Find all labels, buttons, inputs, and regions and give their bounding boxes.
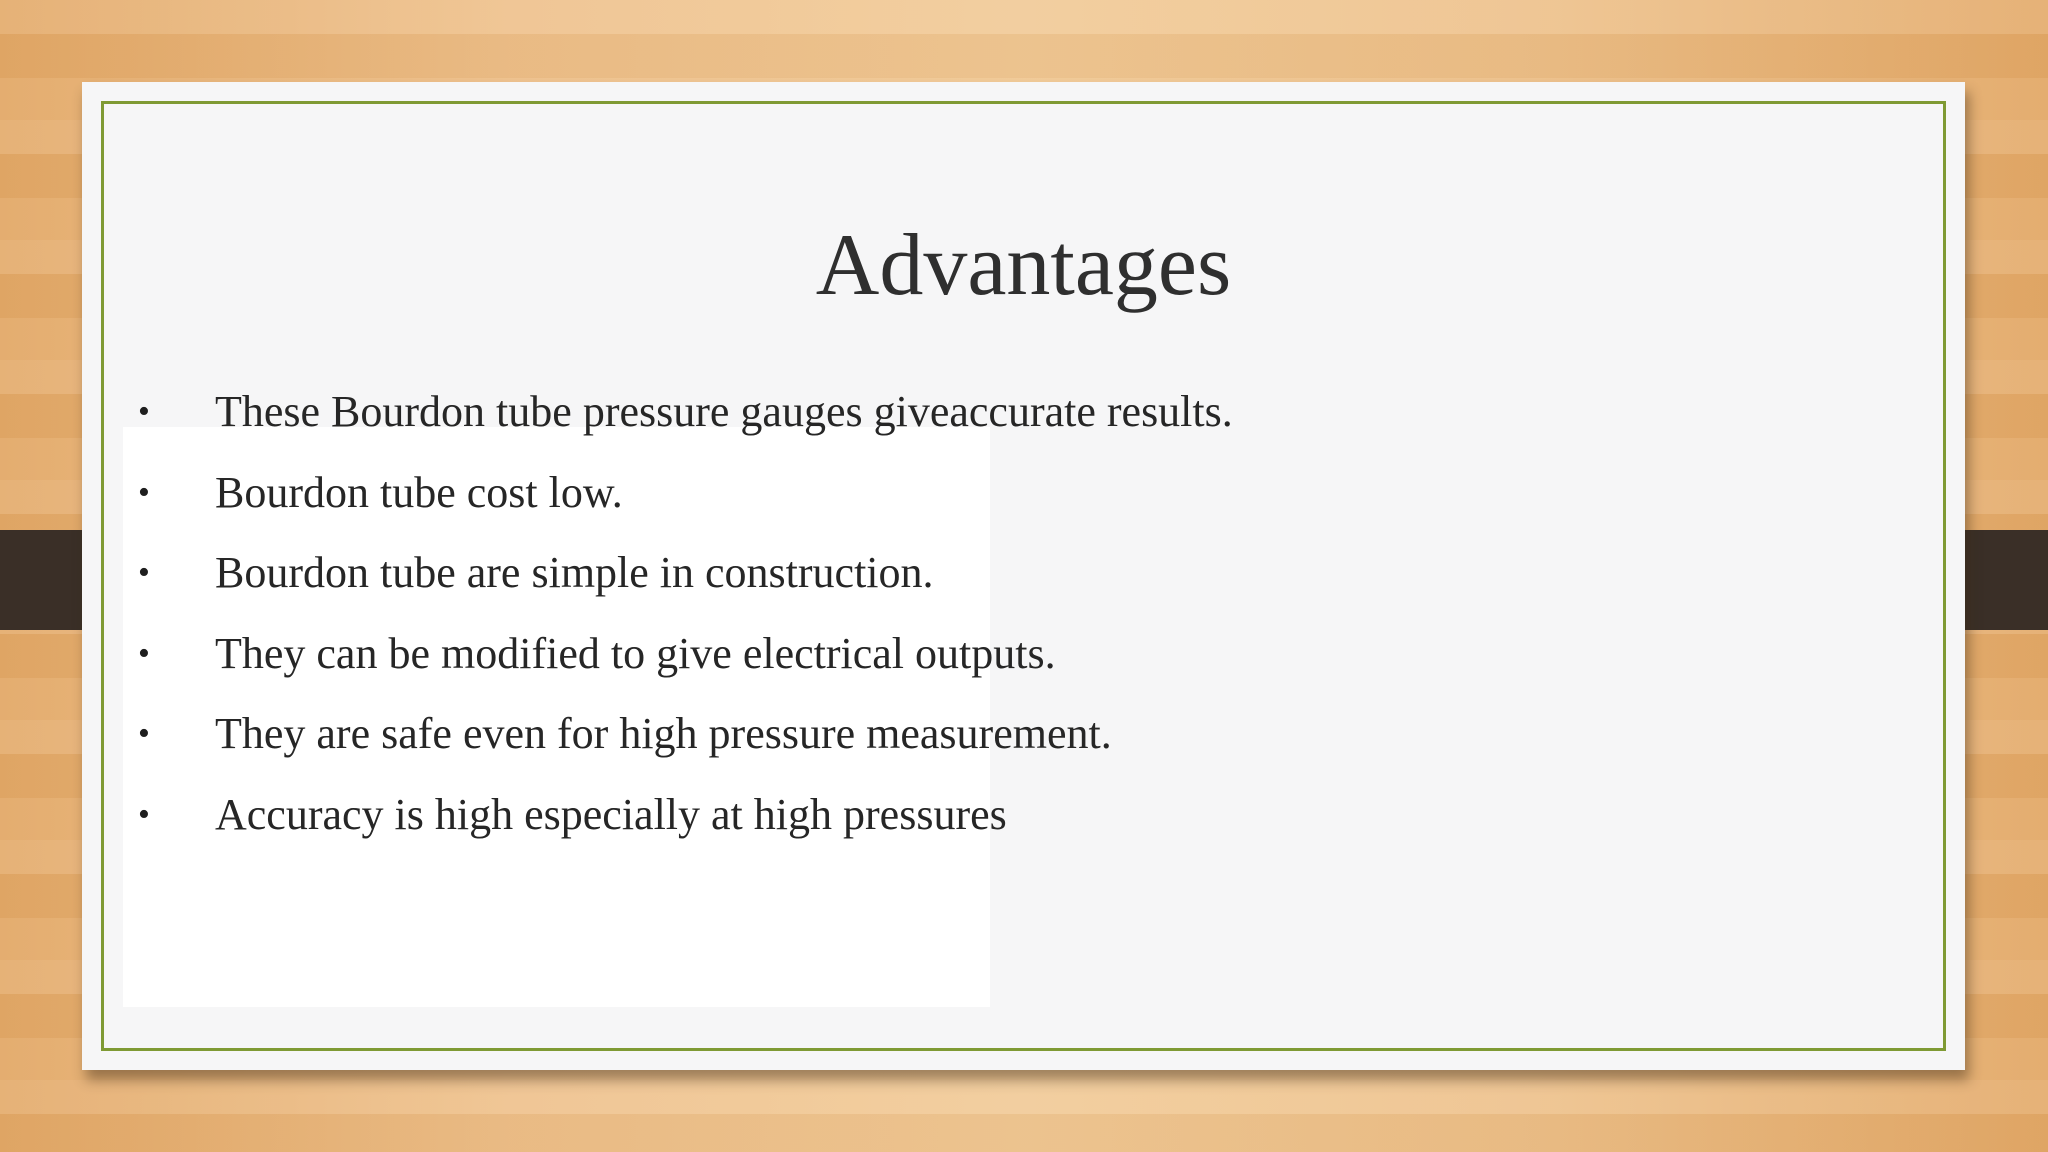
bullet-icon: • [138, 554, 150, 591]
slide-title: Advantages [815, 217, 1232, 314]
bullet-text: They are safe even for high pressure measurement. [215, 709, 1112, 758]
bullet-text: Accuracy is high especially at high pressures [215, 789, 1007, 839]
bullet-text: Bourdon tube are simple in construction. [215, 548, 934, 597]
bullet-icon: • [138, 473, 150, 511]
bullet-text: These Bourdon tube pressure gauges giveaccurate results. [215, 387, 1233, 436]
bullet-icon: • [138, 393, 150, 430]
bullet-text: Bourdon tube cost low. [215, 467, 623, 517]
bullet-icon: • [138, 634, 150, 672]
bullet-text: They can be modified to give electrical outputs. [215, 628, 1056, 678]
bullet-icon: • [138, 795, 150, 833]
bullet-icon: • [138, 715, 150, 752]
slide-paper [82, 82, 1965, 1070]
